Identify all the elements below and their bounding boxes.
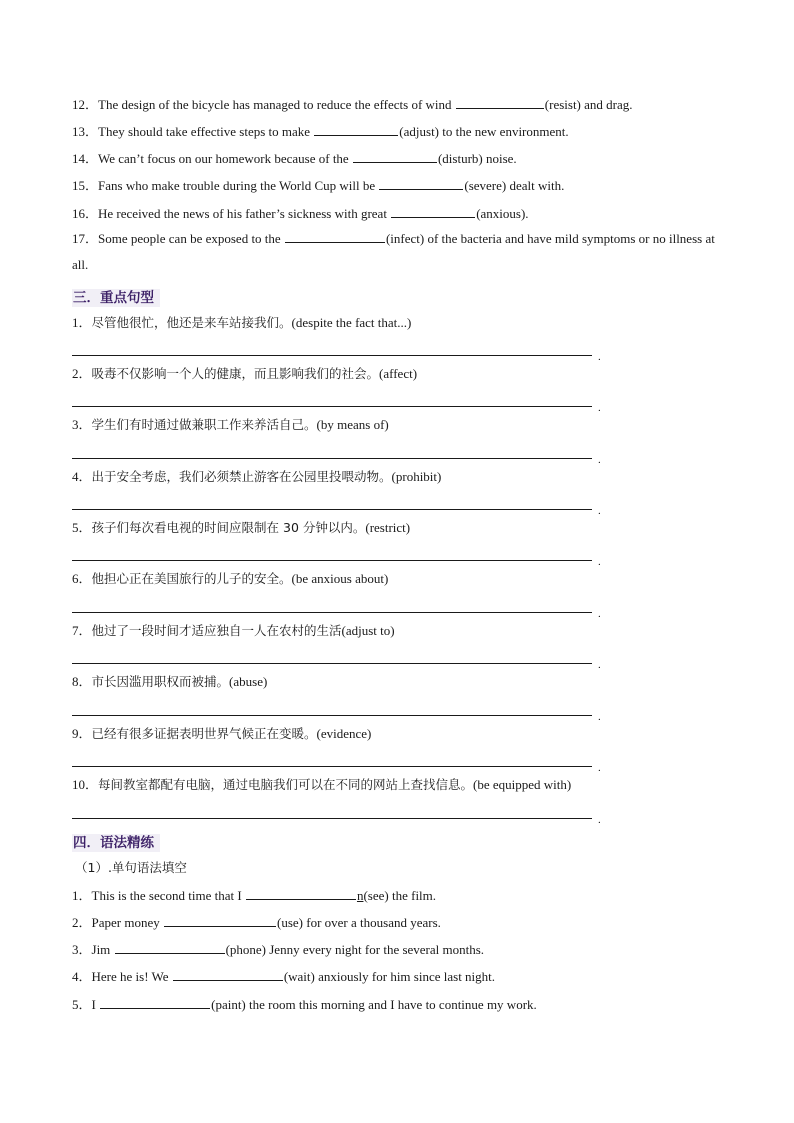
item-number: 4． — [72, 969, 92, 984]
translation-item-3 — [72, 416, 724, 434]
item-text: Jim — [91, 942, 114, 957]
item-hint: (be equipped with) — [473, 777, 572, 792]
answer-line[interactable] — [72, 756, 601, 774]
line-end-mark: . — [598, 762, 601, 774]
grammar-item-1 — [72, 886, 724, 905]
item-number: 10． — [72, 777, 99, 792]
item-number: 16． — [72, 206, 99, 221]
subheading-single-sentence-fill: （1）.单句语法填空 — [75, 860, 187, 875]
item-hint: (use) — [277, 915, 303, 930]
item-text: 每间教室都配有电脑，通过电脑我们可以在不同的网站上查找信息。 — [98, 777, 474, 792]
item-number: 12． — [72, 97, 99, 112]
translation-item-10 — [72, 776, 724, 794]
item-number: 4． — [72, 469, 92, 484]
translation-item-7 — [72, 622, 724, 640]
answer-blank[interactable] — [246, 886, 356, 900]
item-hint: (evidence) — [316, 726, 372, 741]
section-heading-grammar-practice: 四．语法精练 — [72, 834, 160, 852]
item-hint: (abuse) — [229, 674, 268, 689]
item-text: 已经有很多证据表明世界气候正在变暖。 — [91, 726, 317, 741]
item-text-end: the room this morning and I have to continue my work. — [245, 997, 537, 1012]
word-form-item-16 — [72, 204, 724, 223]
item-text: He received the news of his father’s sickness with great — [98, 206, 391, 221]
grammar-item-5 — [72, 995, 724, 1014]
item-text-end: for over a thousand years. — [303, 915, 441, 930]
item-hint: (by means of) — [316, 417, 389, 432]
line-end-mark: . — [598, 608, 601, 620]
answer-blank[interactable] — [391, 204, 475, 218]
item-number: 15． — [72, 178, 99, 193]
word-form-item-12 — [72, 95, 724, 114]
answer-line[interactable] — [72, 550, 601, 568]
translation-item-6 — [72, 570, 724, 588]
answer-blank[interactable] — [173, 967, 283, 981]
translation-item-2 — [72, 365, 724, 383]
item-text: 孩子们每次看电视的时间应限制在 30 分钟以内。 — [91, 520, 366, 535]
answer-line[interactable] — [72, 448, 601, 466]
word-form-item-14 — [72, 149, 724, 168]
item-number: 6． — [72, 571, 92, 586]
item-number: 5． — [72, 997, 92, 1012]
item-hint: (resist) — [544, 97, 581, 112]
item-text-end: of the bacteria and have mild symptoms or no illness at all. — [72, 231, 715, 272]
item-hint: (despite the fact that...) — [291, 315, 412, 330]
item-text-end: to the new environment. — [439, 124, 569, 139]
answer-blank[interactable] — [379, 176, 463, 190]
line-end-mark: . — [598, 711, 601, 723]
item-text-end: and drag. — [580, 97, 633, 112]
item-number: 5． — [72, 520, 92, 535]
item-number: 3． — [72, 942, 92, 957]
item-text: Some people can be exposed to the — [98, 231, 284, 246]
item-hint: (adjust to) — [341, 623, 395, 638]
item-number: 9． — [72, 726, 92, 741]
item-text: 市长因滥用职权而被捕。 — [91, 674, 230, 689]
item-number: 2． — [72, 366, 92, 381]
answer-blank[interactable] — [456, 95, 544, 109]
item-number: 2． — [72, 915, 92, 930]
item-number: 1． — [72, 315, 92, 330]
line-end-mark: . — [598, 351, 601, 363]
line-end-mark: . — [598, 556, 601, 568]
blank-tail-letter: n — [356, 888, 364, 903]
item-text: 他过了一段时间才适应独自一人在农村的生活 — [91, 623, 342, 638]
item-text-end: the film. — [388, 888, 437, 903]
item-text: 尽管他很忙，他还是来车站接我们。 — [91, 315, 292, 330]
item-hint: (be anxious about) — [291, 571, 389, 586]
word-form-item-13 — [72, 122, 724, 141]
item-text: 他担心正在美国旅行的儿子的安全。 — [91, 571, 292, 586]
item-number: 1． — [72, 888, 92, 903]
item-number: 8． — [72, 674, 92, 689]
answer-blank[interactable] — [285, 229, 385, 243]
item-text: I — [91, 997, 100, 1012]
item-text: 吸毒不仅影响一个人的健康，而且影响我们的社会。 — [91, 366, 380, 381]
item-hint: (anxious) — [476, 206, 526, 221]
answer-line[interactable] — [72, 705, 601, 723]
item-text: Fans who make trouble during the World Cup will be — [98, 178, 379, 193]
translation-item-9 — [72, 725, 724, 743]
section-heading-key-sentences: 三．重点句型 — [72, 289, 160, 307]
answer-blank[interactable] — [115, 940, 225, 954]
translation-item-1 — [72, 314, 724, 332]
item-number: 13． — [72, 124, 99, 139]
item-text-end: anxiously for him since last night. — [314, 969, 496, 984]
answer-line[interactable] — [72, 653, 601, 671]
item-text: They should take effective steps to make — [98, 124, 314, 139]
line-end-mark: . — [598, 402, 601, 414]
item-text-end: dealt with. — [506, 178, 565, 193]
item-hint: (infect) — [385, 231, 425, 246]
translation-item-5 — [72, 519, 724, 537]
item-text: The design of the bicycle has managed to reduce the effects of wind — [98, 97, 455, 112]
item-hint: (see) — [363, 888, 389, 903]
line-end-mark: . — [598, 505, 601, 517]
translation-item-8 — [72, 673, 724, 691]
answer-line[interactable] — [72, 602, 601, 620]
item-number: 7． — [72, 623, 92, 638]
item-hint: (disturb) — [437, 151, 483, 166]
item-hint: (wait) — [283, 969, 315, 984]
item-text: Here he is! We — [91, 969, 172, 984]
item-text: We can’t focus on our homework because of the — [98, 151, 352, 166]
item-text-end: . — [525, 206, 529, 221]
item-hint: (prohibit) — [391, 469, 442, 484]
item-hint: (adjust) — [399, 124, 440, 139]
line-end-mark: . — [598, 814, 601, 826]
item-text: Paper money — [91, 915, 163, 930]
translation-item-4 — [72, 468, 724, 486]
item-text-end: noise. — [482, 151, 517, 166]
item-text-end: Jenny every night for the several months. — [266, 942, 485, 957]
item-text: This is the second time that I — [91, 888, 245, 903]
grammar-item-4 — [72, 967, 724, 986]
answer-blank[interactable] — [100, 995, 210, 1009]
answer-blank[interactable] — [314, 122, 398, 136]
grammar-item-2 — [72, 913, 724, 932]
word-form-item-15 — [72, 176, 724, 195]
item-hint: (restrict) — [365, 520, 411, 535]
item-number: 14． — [72, 151, 99, 166]
line-end-mark: . — [598, 659, 601, 671]
item-hint: (paint) — [211, 997, 246, 1012]
item-text: 出于安全考虑，我们必须禁止游客在公园里投喂动物。 — [91, 469, 392, 484]
answer-line[interactable] — [72, 345, 601, 363]
answer-line[interactable] — [72, 808, 601, 826]
answer-line[interactable] — [72, 499, 601, 517]
answer-line[interactable] — [72, 396, 601, 414]
answer-blank[interactable] — [353, 149, 437, 163]
line-end-mark: . — [598, 454, 601, 466]
item-text: 学生们有时通过做兼职工作来养活自己。 — [91, 417, 317, 432]
item-number: 17． — [72, 231, 99, 246]
item-hint: (affect) — [379, 366, 418, 381]
word-form-item-17 — [72, 226, 724, 278]
item-number: 3． — [72, 417, 92, 432]
item-hint: (phone) — [225, 942, 266, 957]
item-hint: (severe) — [464, 178, 507, 193]
answer-blank[interactable] — [164, 913, 276, 927]
grammar-item-3 — [72, 940, 724, 959]
